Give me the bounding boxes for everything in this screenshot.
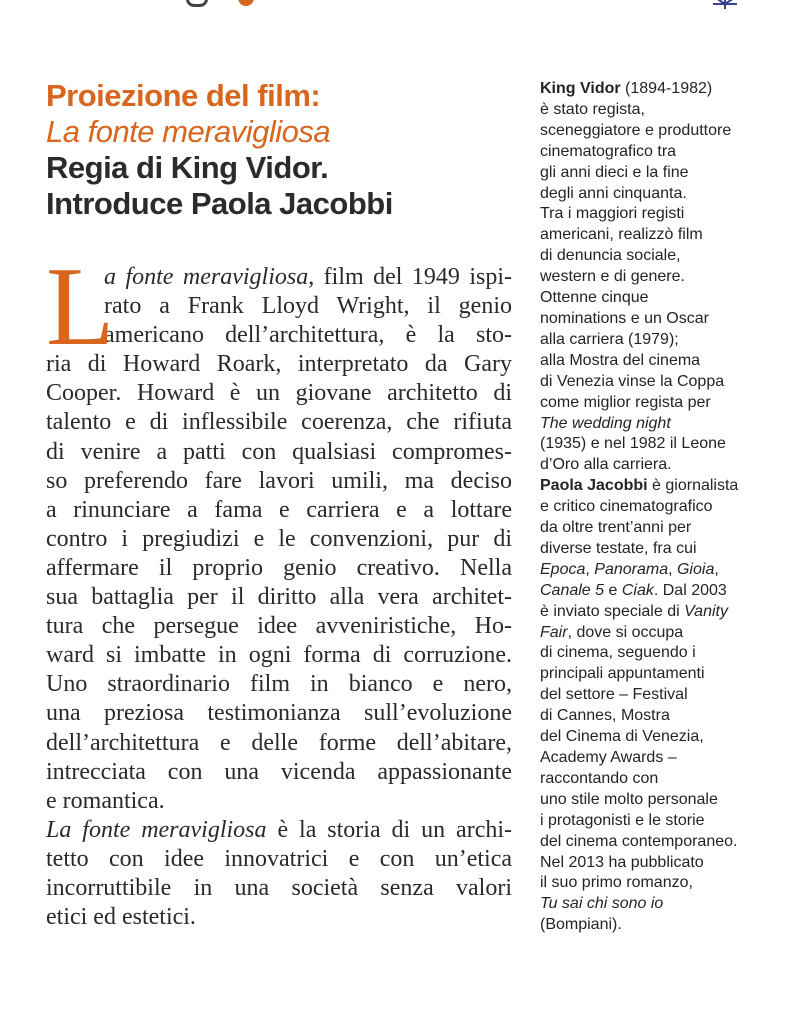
body-line: Cooper. Howard è un giovane architetto di — [46, 380, 512, 407]
sidebar-line: nominations e un Oscar — [540, 309, 709, 327]
body-line: rato a Frank Lloyd Wright, il genio — [104, 293, 512, 320]
sidebar-line: Ottenne cinque — [540, 289, 649, 307]
sidebar-line: d’Oro alla carriera. — [540, 456, 672, 474]
body-line: a rinunciare a fama e carriera e a lottare — [46, 496, 512, 523]
sidebar-line: Nel 2013 ha pubblicato — [540, 853, 704, 871]
sidebar-line: sceneggiatore e produttore — [540, 121, 732, 139]
body-line: ria di Howard Roark, interpretato da Gary — [46, 351, 512, 378]
film-title-inline: a fonte meravigliosa — [104, 264, 309, 290]
body-line — [46, 263, 512, 292]
sidebar-line: King Vidor (1894-1982) — [540, 80, 713, 97]
film-title-inline: La fonte meravigliosa — [46, 816, 267, 843]
sidebar-line: The wedding night — [540, 414, 671, 432]
sidebar-line: gli anni dieci e la fine — [540, 163, 689, 181]
sidebar-line: Tra i maggiori registi — [540, 205, 685, 223]
sidebar-line: Paola Jacobbi è giornalista — [540, 477, 739, 495]
body-line: La fonte meravigliosa è la storia di un archi- — [46, 816, 512, 843]
body-line: contro i pregiudizi e le convenzioni, pur di — [46, 525, 512, 552]
top-cropped-header — [0, 0, 800, 12]
sidebar-line: uno stile molto personale — [540, 790, 718, 808]
heading-presenter: Introduce Paola Jacobbi — [46, 186, 393, 221]
sidebar-line: Fair, dove si occupa — [540, 623, 684, 641]
sidebar-line: (1935) e nel 1982 il Leone — [540, 435, 726, 453]
sidebar-line: degli anni cinquanta. — [540, 184, 687, 202]
heading-director: Regia di King Vidor. — [46, 150, 329, 185]
sidebar-line: del settore – Festival — [540, 686, 688, 704]
sidebar-line: come miglior regista per — [540, 393, 711, 411]
body-line: ward si imbatte in ogni forma di corruzione. — [46, 642, 512, 669]
article-body — [46, 245, 513, 932]
sidebar-line: di cinema, seguendo i — [540, 644, 696, 662]
biography-sidebar — [540, 79, 780, 936]
body-line: di venire a patti con qualsiasi compromes- — [46, 438, 512, 465]
body-line: una preziosa testimonianza sull’evoluzione — [46, 700, 512, 727]
cropped-letter-decoration — [186, 0, 208, 7]
sidebar-line: Canale 5 e Ciak. Dal 2003 — [540, 581, 727, 599]
sidebar-line: alla Mostra del cinema — [540, 351, 701, 369]
sidebar-line: cinematografico tra — [540, 142, 677, 160]
body-line: Uno straordinario film in bianco e nero, — [46, 671, 512, 698]
sidebar-line: Tu sai chi sono io — [540, 895, 664, 913]
body-line: etici ed estetici. — [46, 904, 196, 931]
body-line: e romantica. — [46, 787, 165, 814]
drop-cap: L — [46, 245, 115, 369]
sidebar-line: da oltre trent’anni per — [540, 519, 692, 537]
sidebar-line: è inviato speciale di Vanity — [540, 602, 728, 620]
body-line: sua battaglia per il diritto alla vera architet- — [46, 584, 512, 611]
body-line: incorruttibile in una società senza valori — [46, 874, 512, 901]
body-line: dell’architettura e delle forme dell’abitare, — [46, 729, 512, 756]
sidebar-line: il suo primo romanzo, — [540, 874, 693, 892]
cropped-accent-decoration — [238, 0, 254, 6]
sidebar-line: raccontando con — [540, 769, 659, 787]
body-line: so preferendo fare lavori umili, ma deciso — [46, 467, 512, 494]
body-line: intrecciata con una vicenda appassionante — [46, 758, 512, 785]
star-logo-icon — [712, 0, 738, 10]
body-line: talento e di inflessibile coerenza, che rifiuta — [46, 409, 512, 436]
article-heading — [46, 78, 516, 222]
body-line: americano dell’architettura, è la sto- — [104, 322, 512, 349]
sidebar-line: i protagonisti e le storie — [540, 811, 705, 829]
body-line: tura che persegue idee avveniristiche, Ho- — [46, 613, 512, 640]
sidebar-line: è stato regista, — [540, 100, 645, 118]
sidebar-line: del cinema contemporaneo. — [540, 832, 738, 850]
heading-title: Proiezione del film: — [46, 78, 321, 113]
sidebar-line: (Bompiani). — [540, 916, 622, 934]
body-line-text: a fonte meravigliosa, film del 1949 ispi- — [104, 264, 513, 290]
heading-film-title: La fonte meravigliosa — [46, 114, 331, 149]
sidebar-line: di Venezia vinse la Coppa — [540, 372, 725, 390]
sidebar-line: del Cinema di Venezia, — [540, 728, 704, 746]
sidebar-line: Academy Awards – — [540, 749, 677, 766]
sidebar-line: americani, realizzò film — [540, 226, 703, 244]
sidebar-line: alla carriera (1979); — [540, 330, 679, 348]
sidebar-line: e critico cinematografico — [540, 498, 713, 516]
sidebar-line: Epoca, Panorama, Gioia, — [540, 560, 719, 578]
sidebar-line: di denuncia sociale, — [540, 247, 681, 265]
sidebar-line: western e di genere. — [540, 268, 685, 286]
body-line: affermare il proprio genio creativo. Nella — [46, 554, 512, 581]
sidebar-line: diverse testate, fra cui — [540, 539, 697, 557]
sidebar-line: principali appuntamenti — [540, 665, 705, 683]
sidebar-line: di Cannes, Mostra — [540, 707, 670, 725]
body-line: tetto con idee innovatrici e con un’etica — [46, 845, 512, 872]
